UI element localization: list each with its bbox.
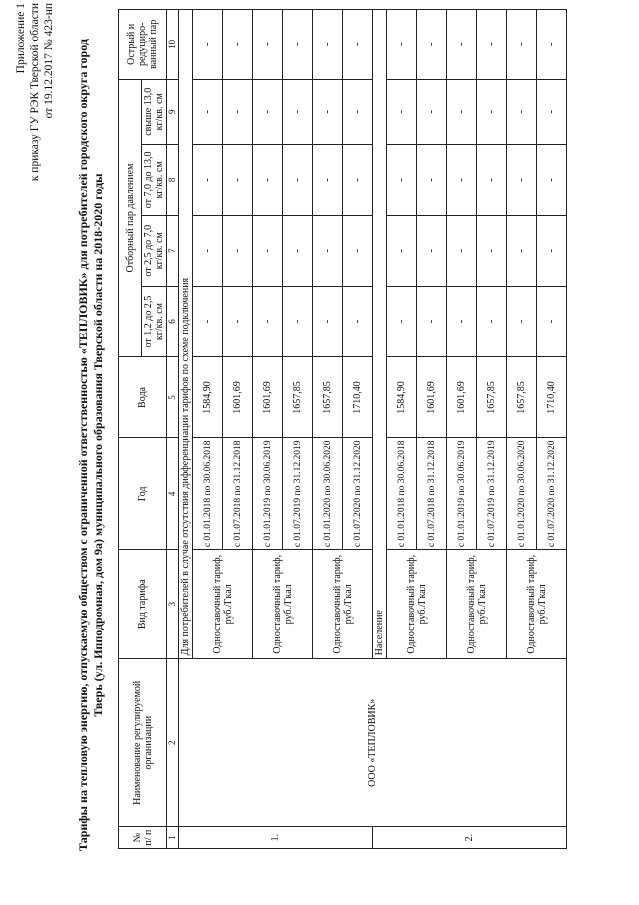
steam-tariff-cell: - xyxy=(447,215,477,286)
water-tariff-cell: 1601,69 xyxy=(223,357,253,438)
steam-tariff-cell: - xyxy=(537,144,567,215)
steam-tariff-cell: - xyxy=(343,79,373,144)
section-number: 2. xyxy=(373,827,567,849)
steam-tariff-cell: - xyxy=(313,10,343,80)
water-tariff-cell: 1601,69 xyxy=(253,357,283,438)
water-tariff-cell: 1710,40 xyxy=(343,357,373,438)
table-body xyxy=(179,10,567,849)
steam-tariff-cell: - xyxy=(283,10,313,80)
steam-tariff-cell: - xyxy=(477,215,507,286)
steam-tariff-cell: - xyxy=(387,79,417,144)
column-number: 2 xyxy=(167,659,179,827)
steam-tariff-cell: - xyxy=(537,215,567,286)
water-tariff-cell: 1657,85 xyxy=(507,357,537,438)
column-number: 9 xyxy=(167,79,179,144)
column-number: 4 xyxy=(167,438,179,550)
year-cell: с 01.01.2018 по 30.06.2018 xyxy=(387,438,417,550)
year-cell: с 01.07.2019 по 31.12.2019 xyxy=(283,438,313,550)
steam-tariff-cell: - xyxy=(343,215,373,286)
section-number: 1. xyxy=(179,827,373,849)
appendix-reference xyxy=(14,3,56,181)
document-title xyxy=(76,0,106,895)
steam-tariff-cell: - xyxy=(417,144,447,215)
year-cell: с 01.01.2019 по 30.06.2019 xyxy=(253,438,283,550)
water-tariff-cell: 1657,85 xyxy=(477,357,507,438)
tariff-type-cell: Одноставочный тариф, руб./Гкал xyxy=(253,550,313,659)
steam-tariff-cell: - xyxy=(537,10,567,80)
year-cell: с 01.07.2020 по 31.12.2020 xyxy=(537,438,567,550)
section-label: Население xyxy=(373,10,387,659)
header-sharp-steam: Острый и редуциро-ванный пар xyxy=(119,10,167,80)
steam-tariff-cell: - xyxy=(253,79,283,144)
steam-tariff-cell: - xyxy=(537,79,567,144)
steam-tariff-cell: - xyxy=(283,79,313,144)
column-number: 7 xyxy=(167,215,179,286)
steam-tariff-cell: - xyxy=(313,215,343,286)
steam-tariff-cell: - xyxy=(253,10,283,80)
steam-tariff-cell: - xyxy=(507,286,537,357)
steam-tariff-cell: - xyxy=(313,286,343,357)
title-line-1: Тарифы на тепловую энергию, отпускаемую обществом с ограниченной ответственностью «ТЕПЛОВИК» для потребителей городского округа город xyxy=(76,39,90,851)
steam-tariff-cell: - xyxy=(387,144,417,215)
steam-tariff-cell: - xyxy=(283,215,313,286)
header-num: № п/ п xyxy=(119,827,167,849)
rotated-document-page xyxy=(10,0,630,895)
year-cell: с 01.07.2019 по 31.12.2019 xyxy=(477,438,507,550)
title-line-2: Тверь (ул. Ипподромная, дом 9а) муниципального образования Тверской области на 2018-2020 годы xyxy=(91,173,105,717)
tariff-type-cell: Одноставочный тариф, руб./Гкал xyxy=(387,550,447,659)
steam-tariff-cell: - xyxy=(447,79,477,144)
steam-tariff-cell: - xyxy=(193,79,223,144)
tariff-type-cell: Одноставочный тариф, руб./Гкал xyxy=(313,550,373,659)
steam-tariff-cell: - xyxy=(477,286,507,357)
section-row xyxy=(179,10,193,849)
steam-tariff-cell: - xyxy=(343,286,373,357)
steam-tariff-cell: - xyxy=(537,286,567,357)
year-cell: с 01.01.2020 по 30.06.2020 xyxy=(313,438,343,550)
header-steam-1: от 1,2 до 2,5 кг/кв. см xyxy=(142,286,167,357)
steam-tariff-cell: - xyxy=(253,215,283,286)
steam-tariff-cell: - xyxy=(193,215,223,286)
steam-tariff-cell: - xyxy=(223,79,253,144)
water-tariff-cell: 1601,69 xyxy=(417,357,447,438)
steam-tariff-cell: - xyxy=(477,10,507,80)
water-tariff-cell: 1710,40 xyxy=(537,357,567,438)
water-tariff-cell: 1584,90 xyxy=(193,357,223,438)
steam-tariff-cell: - xyxy=(387,215,417,286)
steam-tariff-cell: - xyxy=(507,215,537,286)
organization-name: ООО «ТЕПЛОВИК» xyxy=(179,659,567,827)
water-tariff-cell: 1657,85 xyxy=(283,357,313,438)
year-cell: с 01.07.2018 по 31.12.2018 xyxy=(417,438,447,550)
header-steam-group: Отборный пар давлением xyxy=(119,79,142,357)
steam-tariff-cell: - xyxy=(223,144,253,215)
steam-tariff-cell: - xyxy=(477,144,507,215)
steam-tariff-cell: - xyxy=(193,144,223,215)
header-water: Вода xyxy=(119,357,167,438)
year-cell: с 01.01.2018 по 30.06.2018 xyxy=(193,438,223,550)
steam-tariff-cell: - xyxy=(253,286,283,357)
year-cell: с 01.07.2020 по 31.12.2020 xyxy=(343,438,373,550)
steam-tariff-cell: - xyxy=(417,79,447,144)
year-cell: с 01.07.2018 по 31.12.2018 xyxy=(223,438,253,550)
steam-tariff-cell: - xyxy=(223,286,253,357)
column-number: 8 xyxy=(167,144,179,215)
steam-tariff-cell: - xyxy=(447,10,477,80)
header-tariff-type: Вид тарифа xyxy=(119,550,167,659)
steam-tariff-cell: - xyxy=(507,144,537,215)
steam-tariff-cell: - xyxy=(313,79,343,144)
steam-tariff-cell: - xyxy=(387,10,417,80)
header-year: Год xyxy=(119,438,167,550)
steam-tariff-cell: - xyxy=(417,286,447,357)
header-row-1 xyxy=(119,10,142,849)
header-org: Наименование регулируемой организации xyxy=(119,659,167,827)
column-number: 10 xyxy=(167,10,179,80)
column-number: 3 xyxy=(167,550,179,659)
steam-tariff-cell: - xyxy=(507,79,537,144)
column-number-row xyxy=(167,10,179,849)
tariff-type-cell: Одноставочный тариф, руб./Гкал xyxy=(447,550,507,659)
header-steam-3: от 7,0 до 13,0 кг/кв. см xyxy=(142,144,167,215)
steam-tariff-cell: - xyxy=(223,10,253,80)
tariff-type-cell: Одноставочный тариф, руб./Гкал xyxy=(193,550,253,659)
steam-tariff-cell: - xyxy=(193,10,223,80)
steam-tariff-cell: - xyxy=(417,10,447,80)
column-number: 5 xyxy=(167,357,179,438)
steam-tariff-cell: - xyxy=(253,144,283,215)
column-number: 1 xyxy=(167,827,179,849)
appendix-line-2: к приказу ГУ РЭК Тверской области xyxy=(29,3,41,182)
water-tariff-cell: 1601,69 xyxy=(447,357,477,438)
steam-tariff-cell: - xyxy=(193,286,223,357)
steam-tariff-cell: - xyxy=(417,215,447,286)
steam-tariff-cell: - xyxy=(313,144,343,215)
year-cell: с 01.01.2020 по 30.06.2020 xyxy=(507,438,537,550)
steam-tariff-cell: - xyxy=(507,10,537,80)
steam-tariff-cell: - xyxy=(447,144,477,215)
steam-tariff-cell: - xyxy=(343,10,373,80)
water-tariff-cell: 1657,85 xyxy=(313,357,343,438)
header-steam-4: свыше 13,0 кг/кв. см xyxy=(142,79,167,144)
header-steam-2: от 2,5 до 7,0 кг/кв. см xyxy=(142,215,167,286)
tariff-type-cell: Одноставочный тариф, руб./Гкал xyxy=(507,550,567,659)
steam-tariff-cell: - xyxy=(223,215,253,286)
steam-tariff-cell: - xyxy=(283,144,313,215)
steam-tariff-cell: - xyxy=(387,286,417,357)
steam-tariff-cell: - xyxy=(343,144,373,215)
year-cell: с 01.01.2019 по 30.06.2019 xyxy=(447,438,477,550)
appendix-line-1: Приложение 1 xyxy=(15,3,27,74)
steam-tariff-cell: - xyxy=(283,286,313,357)
water-tariff-cell: 1584,90 xyxy=(387,357,417,438)
steam-tariff-cell: - xyxy=(477,79,507,144)
column-number: 6 xyxy=(167,286,179,357)
section-label: Для потребителей в случае отсутствия дифференциации тарифов по схеме подключения xyxy=(179,10,193,659)
steam-tariff-cell: - xyxy=(447,286,477,357)
appendix-line-3: от 19.12.2017 № 423-нп xyxy=(43,3,55,119)
tariff-table xyxy=(118,9,567,849)
